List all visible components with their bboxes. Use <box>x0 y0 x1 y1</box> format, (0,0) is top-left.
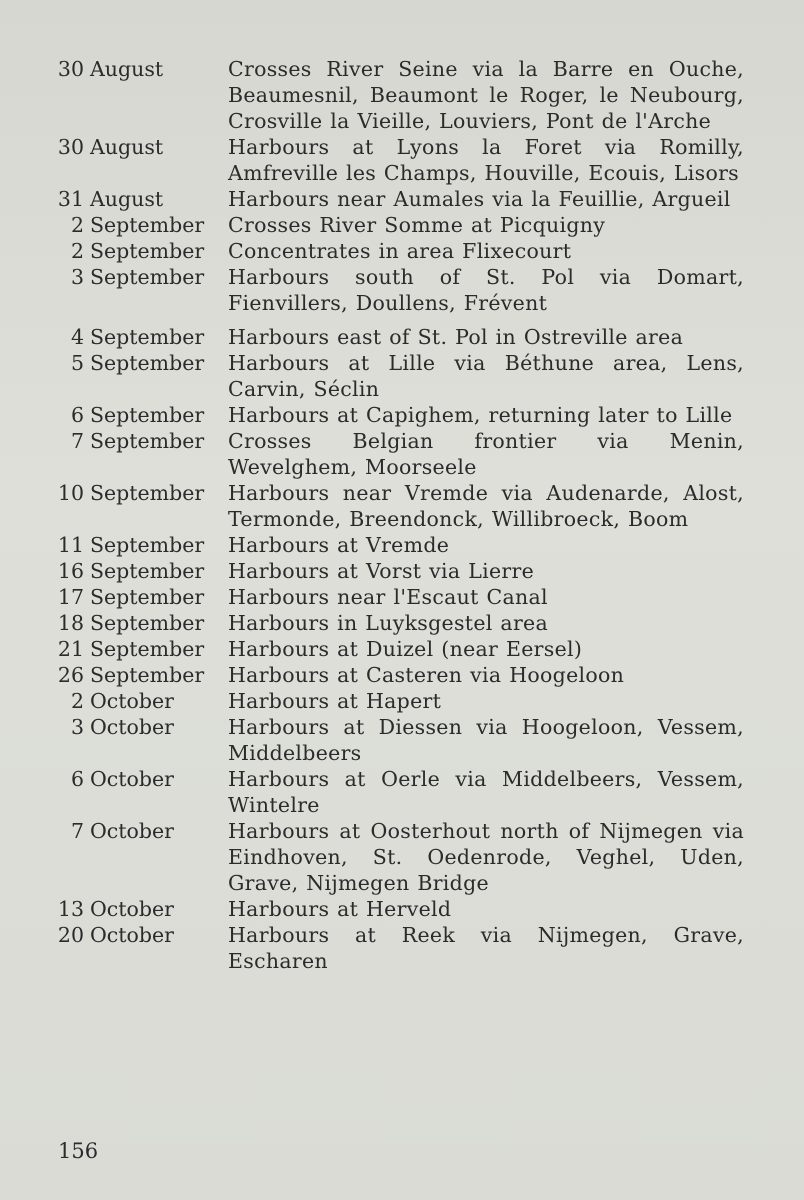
entry-day: 30 <box>57 57 84 81</box>
entry-description: Crosses River Seine via la Barre en Ouche, Beaumesnil, Beaumont le Roger, le Neubourg, Crosville la Vieille, Louviers, Pont de l'Arche <box>228 57 744 133</box>
entry-day: 7 <box>70 429 84 453</box>
entry-day: 4 <box>70 325 84 349</box>
itinerary-entry <box>50 558 744 584</box>
entry-month: October <box>90 923 174 947</box>
entry-date <box>50 212 228 238</box>
itinerary-entry <box>50 584 744 610</box>
entry-month: September <box>90 637 205 661</box>
entry-month: September <box>90 559 205 583</box>
itinerary-entry <box>50 662 744 688</box>
entry-day: 26 <box>57 663 84 687</box>
entry-date <box>50 134 228 160</box>
entry-month: September <box>90 265 205 289</box>
entry-month: September <box>90 585 205 609</box>
entry-day: 16 <box>57 559 84 583</box>
entry-month: October <box>90 767 174 791</box>
entry-month: September <box>90 533 205 557</box>
entry-description: Harbours at Oosterhout north of Nijmegen via Eindhoven, St. Oedenrode, Veghel, Uden, Grave, Nijmegen Bridge <box>228 819 744 895</box>
entry-month: October <box>90 689 174 713</box>
entry-description: Crosses Belgian frontier via Menin, Wevelghem, Moorseele <box>228 429 744 479</box>
itinerary-entry <box>50 56 744 134</box>
entry-month: September <box>90 213 205 237</box>
entry-description: Harbours near l'Escaut Canal <box>228 585 548 609</box>
entry-description: Harbours at Hapert <box>228 689 442 713</box>
itinerary-entry <box>50 402 744 428</box>
entry-day: 6 <box>70 767 84 791</box>
entry-date <box>50 714 228 740</box>
entry-date <box>50 186 228 212</box>
itinerary-entry <box>50 324 744 350</box>
entry-month: September <box>90 663 205 687</box>
entry-date <box>50 238 228 264</box>
entry-description: Harbours at Vorst via Lierre <box>228 559 535 583</box>
itinerary-entry <box>50 350 744 402</box>
entry-day: 2 <box>70 689 84 713</box>
entry-description: Harbours at Diessen via Hoogeloon, Vessem, Middelbeers <box>228 715 744 765</box>
itinerary-entry <box>50 636 744 662</box>
entry-date <box>50 264 228 290</box>
entry-date <box>50 636 228 662</box>
entry-date <box>50 896 228 922</box>
entry-day: 21 <box>57 637 84 661</box>
entry-date <box>50 584 228 610</box>
itinerary-entry <box>50 532 744 558</box>
itinerary-entry <box>50 212 744 238</box>
entry-date <box>50 480 228 506</box>
entry-month: September <box>90 403 205 427</box>
entry-date <box>50 350 228 376</box>
entry-description: Harbours at Duizel (near Eersel) <box>228 637 583 661</box>
entry-description: Harbours at Lille via Béthune area, Lens, Carvin, Séclin <box>228 351 744 401</box>
entry-day: 3 <box>70 715 84 739</box>
entry-description: Harbours in Luyksgestel area <box>228 611 549 635</box>
entry-date <box>50 766 228 792</box>
entry-month: August <box>90 135 164 159</box>
entry-month: September <box>90 351 205 375</box>
entry-date <box>50 688 228 714</box>
itinerary-entry <box>50 610 744 636</box>
entry-description: Harbours east of St. Pol in Ostreville area <box>228 325 684 349</box>
itinerary-entry <box>50 238 744 264</box>
entry-month: September <box>90 481 205 505</box>
entry-description: Harbours at Oerle via Middelbeers, Vessem, Wintelre <box>228 767 744 817</box>
itinerary-entry <box>50 134 744 186</box>
entry-description: Harbours at Capighem, returning later to Lille <box>228 403 733 427</box>
entry-month: October <box>90 715 174 739</box>
entry-month: October <box>90 897 174 921</box>
entry-month: August <box>90 187 164 211</box>
entry-day: 2 <box>70 239 84 263</box>
entry-description: Harbours at Reek via Nijmegen, Grave, Escharen <box>228 923 744 973</box>
itinerary-entry <box>50 264 744 316</box>
entry-date <box>50 610 228 636</box>
entry-day: 3 <box>70 265 84 289</box>
entry-day: 7 <box>70 819 84 843</box>
entry-date <box>50 532 228 558</box>
entry-description: Harbours near Aumales via la Feuillie, Argueil <box>228 187 731 211</box>
entry-date <box>50 558 228 584</box>
entry-date <box>50 428 228 454</box>
itinerary-entry <box>50 922 744 974</box>
entry-day: 6 <box>70 403 84 427</box>
entry-description: Concentrates in area Flixecourt <box>228 239 572 263</box>
itinerary-list <box>50 56 744 974</box>
itinerary-entry <box>50 480 744 532</box>
entry-day: 13 <box>57 897 84 921</box>
entry-description: Harbours at Herveld <box>228 897 452 921</box>
entry-description: Harbours at Vremde <box>228 533 450 557</box>
itinerary-entry <box>50 896 744 922</box>
itinerary-entry <box>50 688 744 714</box>
entry-day: 5 <box>70 351 84 375</box>
itinerary-entry <box>50 766 744 818</box>
entry-date <box>50 324 228 350</box>
entry-day: 18 <box>57 611 84 635</box>
entry-month: September <box>90 429 205 453</box>
itinerary-entry <box>50 186 744 212</box>
entry-month: October <box>90 819 174 843</box>
entry-month: September <box>90 239 205 263</box>
entry-month: September <box>90 611 205 635</box>
itinerary-entry <box>50 818 744 896</box>
itinerary-entry <box>50 428 744 480</box>
itinerary-entry <box>50 714 744 766</box>
entry-month: August <box>90 57 164 81</box>
entry-month: September <box>90 325 205 349</box>
entry-description: Harbours at Lyons la Foret via Romilly, Amfreville les Champs, Houville, Ecouis, Lisors <box>228 135 744 185</box>
entry-day: 30 <box>57 135 84 159</box>
entry-day: 10 <box>57 481 84 505</box>
entry-date <box>50 818 228 844</box>
entry-description: Harbours at Casteren via Hoogeloon <box>228 663 625 687</box>
entry-description: Harbours near Vremde via Audenarde, Alost, Termonde, Breendonck, Willibroeck, Boom <box>228 481 744 531</box>
entry-day: 31 <box>57 187 84 211</box>
entry-description: Harbours south of St. Pol via Domart, Fienvillers, Doullens, Frévent <box>228 265 744 315</box>
entry-day: 20 <box>57 923 84 947</box>
entry-date <box>50 402 228 428</box>
entry-day: 11 <box>57 533 84 557</box>
entry-day: 17 <box>57 585 84 609</box>
page-number: 156 <box>58 1139 99 1163</box>
entry-description: Crosses River Somme at Picquigny <box>228 213 606 237</box>
entry-day: 2 <box>70 213 84 237</box>
entry-date <box>50 922 228 948</box>
entry-date <box>50 662 228 688</box>
entry-date <box>50 56 228 82</box>
